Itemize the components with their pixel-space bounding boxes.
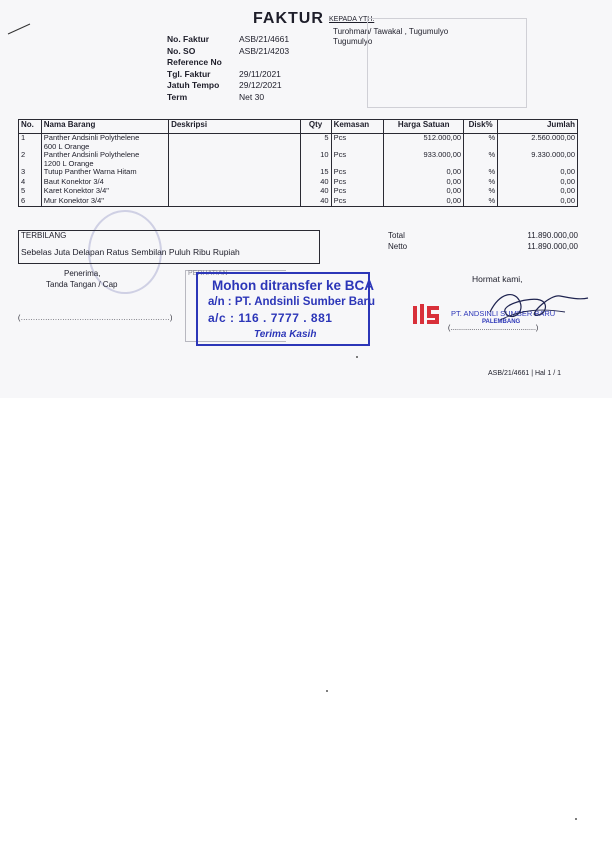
- cell-nama: [41, 151, 168, 168]
- cell-nama: [41, 134, 168, 152]
- meta-label: Tgl. Faktur: [167, 68, 211, 79]
- stamp-line-bank: Mohon ditransfer ke BCA: [212, 278, 375, 293]
- meta-value: ASB/21/4661: [239, 34, 290, 44]
- cell-no: 6: [19, 197, 42, 207]
- cell-nama: Baut Konektor 3/4: [41, 178, 168, 188]
- cell-jumlah: 0,00: [498, 168, 578, 178]
- meta-label: No. SO: [167, 45, 196, 56]
- company-name: PT. ANDSINLI SUMBER BARU: [451, 309, 556, 318]
- cell-jumlah: 2.560.000,00: [498, 134, 578, 152]
- ghost-print-header: [215, 14, 221, 32]
- cell-harga: 0,00: [384, 187, 464, 197]
- cell-harga: 0,00: [384, 168, 464, 178]
- terbilang-label: TERBILANG: [21, 231, 67, 240]
- company-logo-icon: [412, 302, 442, 326]
- cell-kemasan: Pcs: [331, 187, 384, 197]
- cell-jumlah: 0,00: [498, 178, 578, 188]
- header-harga-satuan: Harga Satuan: [384, 120, 464, 134]
- scan-speck: [356, 356, 358, 358]
- cell-no: 4: [19, 178, 42, 188]
- cell-no: 3: [19, 168, 42, 178]
- terbilang-box: [18, 230, 320, 264]
- cell-disk: %: [464, 187, 498, 197]
- cell-kemasan: Pcs: [331, 134, 384, 152]
- total-value: 11.890.000,00: [527, 231, 578, 240]
- recipient-city: Tugumulyo: [333, 37, 373, 46]
- company-city: PALEMBANG: [482, 319, 521, 325]
- table-header-row: [19, 120, 578, 134]
- cell-deskripsi: [169, 197, 300, 207]
- stamp-line-account-name: a/n : PT. Andsinli Sumber Baru: [208, 296, 375, 308]
- header-disk: Disk%: [464, 120, 498, 134]
- stamp-line-thanks: Terima Kasih: [254, 329, 317, 340]
- cell-harga: 512.000,00: [384, 134, 464, 152]
- meta-label: Reference No: [167, 57, 222, 67]
- header-kemasan: Kemasan: [331, 120, 384, 134]
- document-title: FAKTUR: [253, 10, 324, 27]
- netto-value: 11.890.000,00: [527, 242, 578, 251]
- cell-no: 5: [19, 187, 42, 197]
- cell-disk: %: [464, 151, 498, 168]
- cell-harga: 933.000,00: [384, 151, 464, 168]
- terbilang-text: Sebelas Juta Delapan Ratus Sembilan Puluh Ribu Rupiah: [21, 247, 240, 257]
- cell-nama: Mur Konektor 3/4": [41, 197, 168, 207]
- cell-nama-line1: Panther Andsinli Polythelene: [43, 150, 140, 159]
- cell-qty: 40: [300, 187, 331, 197]
- cell-harga: 0,00: [384, 197, 464, 207]
- header-deskripsi: Deskripsi: [169, 120, 300, 134]
- cell-no: 2: [19, 151, 42, 168]
- header-qty: Qty: [300, 120, 331, 134]
- cell-deskripsi: [169, 178, 300, 188]
- cell-nama: Tutup Panther Warna Hitam: [41, 168, 168, 178]
- recipient-name: Turohman/ Tawakal , Tugumulyo: [333, 27, 449, 36]
- page-reference: ASB/21/4661 | Hal 1 / 1: [488, 370, 562, 377]
- total-row: [388, 231, 578, 242]
- cell-qty: 10: [300, 151, 331, 168]
- meta-value: ASB/21/4203: [239, 45, 290, 56]
- stamp-line-account-number: a/c : 116 . 7777 . 881: [208, 311, 333, 325]
- totals: [388, 231, 578, 253]
- cell-qty: 15: [300, 168, 331, 178]
- netto-label: Netto: [388, 242, 408, 251]
- cell-deskripsi: [169, 134, 300, 152]
- pen-mark-icon: [6, 22, 32, 36]
- table-row: [19, 197, 578, 207]
- table-row: [19, 134, 578, 152]
- cell-nama-line2: 600 L Orange: [43, 141, 90, 151]
- meta-label: Term: [167, 91, 188, 102]
- cell-disk: %: [464, 178, 498, 188]
- cell-disk: %: [464, 134, 498, 152]
- recipient-label: KEPADA YTH.: [329, 16, 375, 23]
- header-jumlah: Jumlah: [498, 120, 578, 134]
- cell-no: 1: [19, 134, 42, 152]
- cell-jumlah: 0,00: [498, 187, 578, 197]
- cell-kemasan: Pcs: [331, 151, 384, 168]
- recipient-box: [367, 18, 527, 108]
- scan-speck: [326, 690, 328, 692]
- perhatian-label: PERHATIAN: [188, 270, 228, 277]
- meta-value: Net 30: [239, 91, 265, 102]
- cell-nama: Karet Konektor 3/4": [41, 187, 168, 197]
- netto-row: [388, 242, 578, 253]
- scan-speck: [575, 818, 577, 820]
- invoice-scan: [0, 0, 612, 398]
- cell-kemasan: Pcs: [331, 178, 384, 188]
- cell-qty: 40: [300, 178, 331, 188]
- meta-label: Jatuh Tempo: [167, 80, 220, 90]
- cell-deskripsi: [169, 151, 300, 168]
- cell-disk: %: [464, 168, 498, 178]
- cell-nama-line2: 1200 L Orange: [43, 158, 94, 168]
- meta-value: 29/11/2021: [239, 68, 281, 79]
- cell-kemasan: Pcs: [331, 197, 384, 207]
- cell-qty: 5: [300, 134, 331, 152]
- header-no: No.: [19, 120, 42, 134]
- items-table: [18, 119, 578, 207]
- cell-kemasan: Pcs: [331, 168, 384, 178]
- cell-deskripsi: [169, 187, 300, 197]
- penerima-label: Penerima,: [64, 269, 101, 278]
- bank-transfer-stamp: [196, 272, 375, 346]
- cell-nama-line1: Panther Andsinli Polythelene: [43, 133, 140, 142]
- cell-qty: 40: [300, 197, 331, 207]
- hormat-kami-label: Hormat kami,: [472, 274, 523, 284]
- issuer-signature-line: (............................................): [448, 325, 539, 332]
- total-label: Total: [388, 231, 405, 240]
- header-nama-barang: Nama Barang: [41, 120, 168, 134]
- tanda-tangan-label: Tanda Tangan / Cap: [46, 280, 118, 289]
- meta-label: No. Faktur: [167, 34, 210, 44]
- meta-value: 29/12/2021: [239, 80, 282, 90]
- handwritten-signature-icon: [470, 282, 590, 327]
- cell-disk: %: [464, 197, 498, 207]
- cell-jumlah: 9.330.000,00: [498, 151, 578, 168]
- table-row: [19, 151, 578, 168]
- cell-deskripsi: [169, 168, 300, 178]
- cell-harga: 0,00: [384, 178, 464, 188]
- receiver-signature-line: (.............................................................): [18, 315, 173, 322]
- cell-jumlah: 0,00: [498, 197, 578, 207]
